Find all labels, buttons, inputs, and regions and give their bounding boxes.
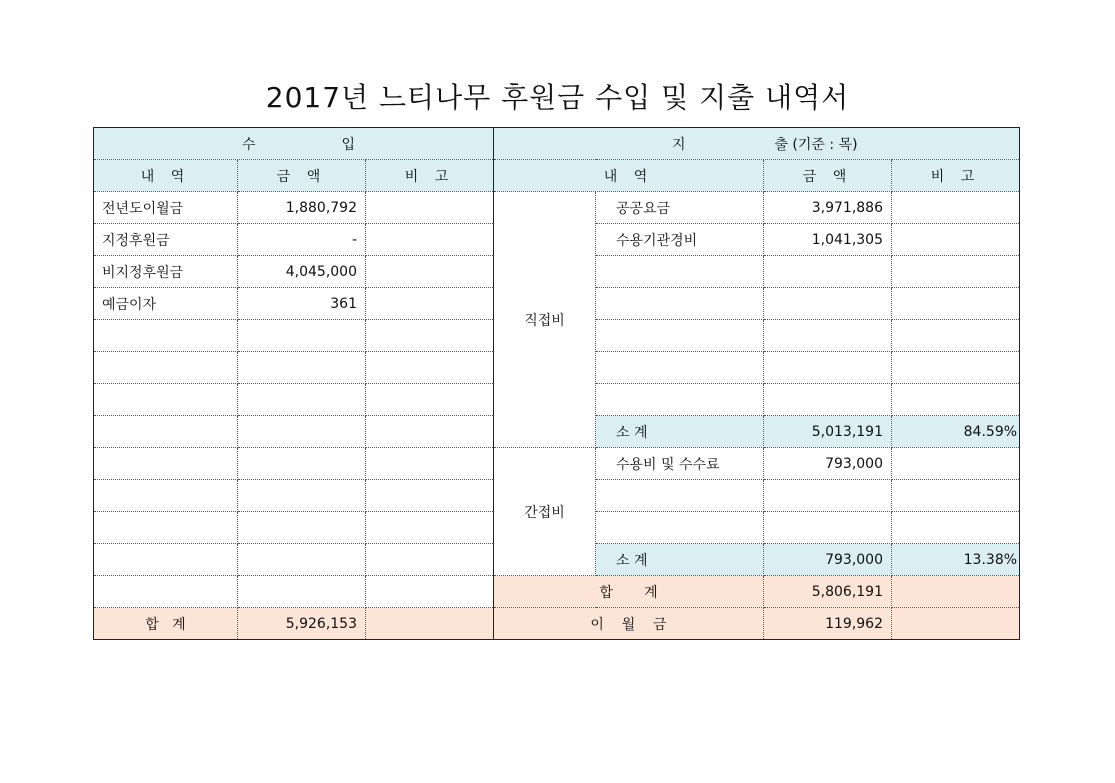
income-note xyxy=(366,288,494,320)
expense-amount: 793,000 xyxy=(764,448,892,480)
income-amount xyxy=(238,448,366,480)
expense-item xyxy=(596,288,764,320)
expense-section-header xyxy=(494,128,1020,160)
section-header-row xyxy=(94,128,1020,160)
income-amount xyxy=(238,352,366,384)
direct-subtotal-percent: 84.59% xyxy=(892,416,1020,448)
income-item xyxy=(94,512,238,544)
direct-subtotal-amount: 5,013,191 xyxy=(764,416,892,448)
income-item xyxy=(94,576,238,608)
expense-note xyxy=(892,256,1020,288)
column-header-row xyxy=(94,160,1020,192)
income-note xyxy=(366,544,494,576)
expense-note xyxy=(892,320,1020,352)
expense-amount xyxy=(764,512,892,544)
income-item: 비지정후원금 xyxy=(94,256,238,288)
income-col-item: 내 역 xyxy=(94,160,238,192)
expense-note xyxy=(892,448,1020,480)
income-header-b: 입 xyxy=(341,136,355,153)
income-total-amount: 5,926,153 xyxy=(238,608,366,640)
income-amount: 4,045,000 xyxy=(238,256,366,288)
income-amount: 361 xyxy=(238,288,366,320)
expense-note xyxy=(892,192,1020,224)
expense-amount xyxy=(764,352,892,384)
expense-amount: 3,971,886 xyxy=(764,192,892,224)
income-note xyxy=(366,192,494,224)
expense-amount xyxy=(764,320,892,352)
indirect-subtotal-percent: 13.38% xyxy=(892,544,1020,576)
expense-amount: 1,041,305 xyxy=(764,224,892,256)
ledger-table xyxy=(93,127,1020,640)
income-amount xyxy=(238,544,366,576)
expense-note xyxy=(892,224,1020,256)
document-title: 2017년 느티나무 후원금 수입 및 지출 내역서 xyxy=(265,81,850,114)
expense-note xyxy=(892,288,1020,320)
income-item xyxy=(94,384,238,416)
indirect-subtotal-amount: 793,000 xyxy=(764,544,892,576)
income-amount xyxy=(238,480,366,512)
expense-note xyxy=(892,352,1020,384)
income-amount xyxy=(238,320,366,352)
direct-subtotal-label: 소 계 xyxy=(596,416,764,448)
expense-header-b: 출 (기준 : 목) xyxy=(774,136,858,153)
income-note xyxy=(366,384,494,416)
expense-item xyxy=(596,480,764,512)
carryover-amount: 119,962 xyxy=(764,608,892,640)
income-item xyxy=(94,416,238,448)
income-section-header xyxy=(94,128,494,160)
income-item xyxy=(94,352,238,384)
income-note xyxy=(366,416,494,448)
income-item: 예금이자 xyxy=(94,288,238,320)
income-note xyxy=(366,320,494,352)
expense-item xyxy=(596,512,764,544)
expense-col-amount: 금 액 xyxy=(764,160,892,192)
table-row xyxy=(94,448,1020,480)
expense-amount xyxy=(764,384,892,416)
expense-col-item: 내 역 xyxy=(494,160,764,192)
expense-note xyxy=(892,480,1020,512)
income-amount xyxy=(238,384,366,416)
carryover-label: 이 월 금 xyxy=(494,608,764,640)
income-item xyxy=(94,480,238,512)
indirect-cost-category: 간접비 xyxy=(494,448,596,576)
income-note xyxy=(366,448,494,480)
expense-item xyxy=(596,256,764,288)
income-note xyxy=(366,480,494,512)
income-note xyxy=(366,352,494,384)
direct-cost-category: 직접비 xyxy=(494,192,596,448)
expense-col-note: 비 고 xyxy=(892,160,1020,192)
income-item: 전년도이월금 xyxy=(94,192,238,224)
income-amount xyxy=(238,576,366,608)
expense-item xyxy=(596,320,764,352)
table-row xyxy=(94,576,1020,608)
income-header-a: 수 xyxy=(242,136,256,153)
income-amount xyxy=(238,512,366,544)
expense-note xyxy=(892,512,1020,544)
expense-total-label: 합 계 xyxy=(494,576,764,608)
income-amount: - xyxy=(238,224,366,256)
expense-item: 수용비 및 수수료 xyxy=(596,448,764,480)
carryover-note xyxy=(892,608,1020,640)
table-row xyxy=(94,608,1020,640)
income-item xyxy=(94,448,238,480)
income-amount xyxy=(238,416,366,448)
income-note xyxy=(366,256,494,288)
income-amount: 1,880,792 xyxy=(238,192,366,224)
income-total-note xyxy=(366,608,494,640)
table-row xyxy=(94,192,1020,224)
expense-item xyxy=(596,352,764,384)
expense-header-a: 지 xyxy=(672,136,686,153)
income-note xyxy=(366,224,494,256)
income-col-note: 비 고 xyxy=(366,160,494,192)
expense-item xyxy=(596,384,764,416)
expense-total-amount: 5,806,191 xyxy=(764,576,892,608)
income-col-amount: 금 액 xyxy=(238,160,366,192)
expense-amount xyxy=(764,256,892,288)
income-note xyxy=(366,576,494,608)
indirect-subtotal-label: 소 계 xyxy=(596,544,764,576)
expense-item: 수용기관경비 xyxy=(596,224,764,256)
income-item xyxy=(94,320,238,352)
income-total-label: 합 계 xyxy=(94,608,238,640)
income-item xyxy=(94,544,238,576)
expense-note xyxy=(892,384,1020,416)
expense-amount xyxy=(764,480,892,512)
expense-amount xyxy=(764,288,892,320)
expense-total-note xyxy=(892,576,1020,608)
income-item: 지정후원금 xyxy=(94,224,238,256)
income-note xyxy=(366,512,494,544)
expense-item: 공공요금 xyxy=(596,192,764,224)
